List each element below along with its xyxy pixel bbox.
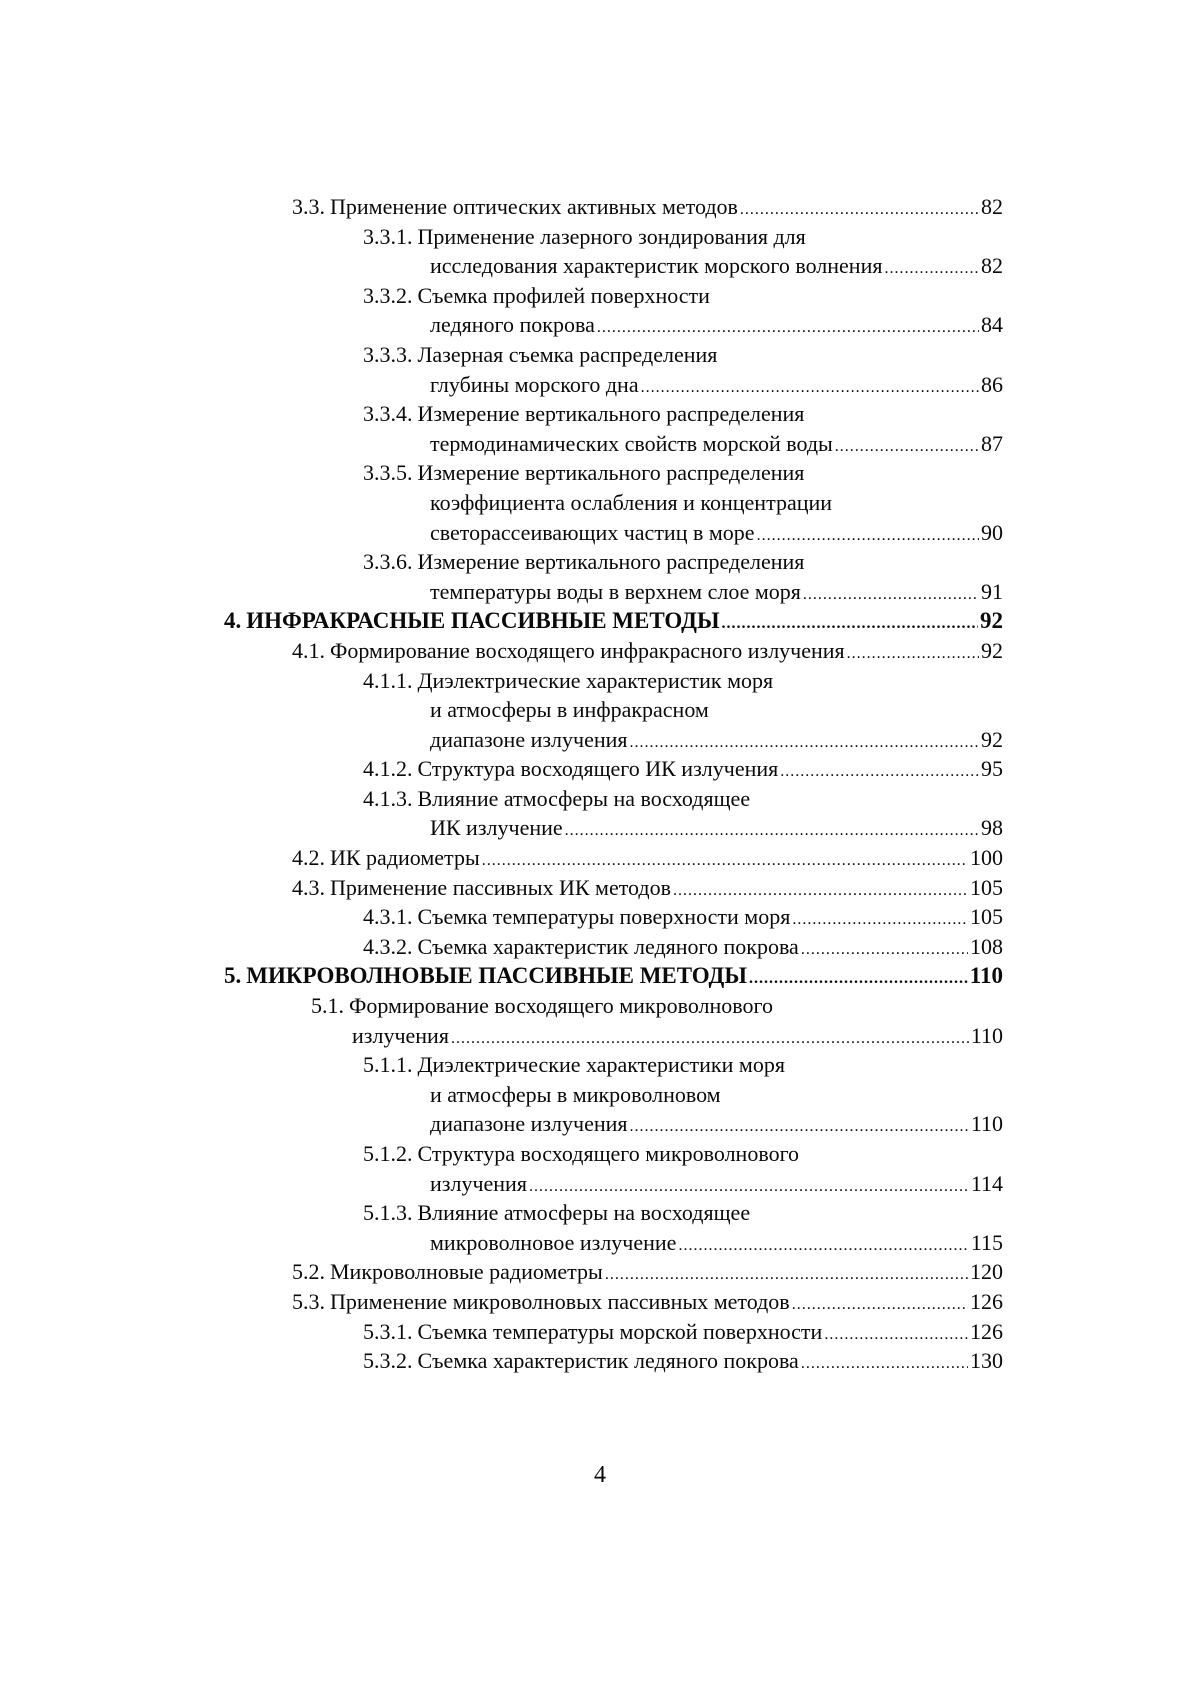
toc-dot-leader	[630, 1112, 969, 1142]
toc-subsection	[0, 340, 1200, 370]
toc-number: 3.3.5.	[363, 460, 413, 486]
toc-subsection	[0, 251, 1200, 281]
toc-line-content	[363, 1346, 1003, 1376]
toc-subsection	[0, 370, 1200, 400]
toc-title: Влияние атмосферы на восходящее	[417, 1200, 751, 1226]
toc-title: температуры воды в верхнем слое моря	[430, 578, 801, 604]
toc-dot-leader	[847, 639, 979, 669]
toc-subsection	[0, 281, 1200, 311]
toc-dot-leader	[565, 816, 979, 846]
toc-dot-leader	[678, 1231, 968, 1261]
toc-title: диапазоне излучения	[430, 1111, 628, 1137]
toc-subsection	[0, 1346, 1200, 1376]
toc-number: 4.3.1.	[363, 904, 413, 930]
toc-subsection	[0, 1169, 1200, 1199]
toc-title: Микроволновые радиометры	[330, 1259, 603, 1285]
toc-line-content	[224, 961, 1003, 991]
toc-title: излучения	[352, 1022, 449, 1048]
toc-number: 3.3.4.	[363, 401, 413, 427]
toc-title: ИК радиометры	[330, 845, 480, 871]
toc-line-content	[363, 399, 804, 429]
toc-title: глубины морского дна	[430, 371, 639, 397]
toc-dot-leader	[451, 1024, 969, 1054]
toc-section	[0, 1257, 1200, 1287]
toc-line-content	[363, 666, 773, 696]
toc-number: 3.3.6.	[363, 549, 413, 575]
toc-chapter	[0, 961, 1200, 991]
toc-subsection	[0, 784, 1200, 814]
toc-title: светорассеивающих частиц в море	[430, 519, 755, 545]
toc-line-content	[363, 281, 710, 311]
toc-dot-leader	[529, 1172, 969, 1202]
toc-number: 4.3.	[292, 874, 325, 900]
toc-page-number: 120	[970, 1259, 1003, 1285]
toc-line-content	[363, 1139, 799, 1169]
toc-title: Применение оптических активных методов	[330, 194, 738, 219]
toc-dot-leader	[835, 432, 979, 462]
toc-title: излучения	[430, 1170, 527, 1196]
toc-number: 4.1.3.	[363, 785, 413, 811]
toc-dot-leader	[824, 1320, 968, 1350]
toc-page-number: 110	[970, 1111, 1003, 1137]
toc-subsection	[0, 932, 1200, 962]
toc-number: 3.3.2.	[363, 282, 413, 308]
toc-title: Измерение вертикального распределения	[417, 401, 805, 427]
toc-dot-leader	[722, 609, 978, 639]
toc-line-content	[430, 577, 1003, 607]
toc-section	[0, 636, 1200, 666]
toc-dot-leader	[757, 521, 979, 551]
toc-subsection	[0, 1317, 1200, 1347]
toc-page-number: 87	[981, 430, 1003, 456]
toc-line-content	[292, 1287, 1003, 1317]
toc-subsection	[0, 222, 1200, 252]
toc-subsection	[0, 813, 1200, 843]
toc-dot-leader	[884, 254, 979, 284]
toc-line-content	[430, 725, 1003, 755]
toc-subsection	[0, 666, 1200, 696]
toc-number: 5.3.	[292, 1288, 325, 1314]
toc-section	[0, 192, 1200, 222]
toc-title: Съемка профилей поверхности	[417, 282, 710, 308]
toc-line-content	[430, 1228, 1003, 1258]
toc-title: Влияние атмосферы на восходящее	[417, 785, 751, 811]
toc-section	[0, 843, 1200, 873]
toc-title: и атмосферы в инфракрасном	[430, 697, 709, 723]
toc-subsection	[0, 429, 1200, 459]
toc-line-content	[430, 251, 1003, 281]
toc-number: 5.2.	[292, 1259, 325, 1285]
toc-page-number: 110	[969, 963, 1003, 989]
toc-line-content	[430, 310, 1003, 340]
toc-line-content	[430, 695, 709, 725]
toc-subsection	[0, 902, 1200, 932]
toc-title: исследования характеристик морского волнения	[430, 253, 883, 279]
toc-subsection	[0, 399, 1200, 429]
toc-page-number: 105	[970, 874, 1003, 900]
toc-title: коэффициента ослабления и концентрации	[430, 489, 833, 515]
toc-number: 3.3.3.	[363, 341, 413, 367]
toc-subsection	[0, 1080, 1200, 1110]
toc-page-number: 114	[970, 1170, 1003, 1196]
toc-number: 5.1.1.	[363, 1052, 413, 1078]
toc-page-number: 126	[970, 1288, 1003, 1314]
toc-title: МИКРОВОЛНОВЫЕ ПАССИВНЫЕ МЕТОДЫ	[246, 963, 747, 989]
toc-chapter	[0, 606, 1200, 636]
toc-dot-leader	[792, 905, 968, 935]
toc-number: 5.1.2.	[363, 1141, 413, 1166]
toc-subsection	[0, 1139, 1200, 1169]
toc-title: Применение лазерного зондирования для	[417, 223, 806, 249]
toc-title: Съемка характеристик ледяного покрова	[417, 933, 799, 959]
toc-section	[0, 991, 1200, 1021]
toc-line-content	[352, 1021, 1003, 1051]
toc-title: Измерение вертикального распределения	[417, 549, 805, 575]
toc-line-content	[430, 370, 1003, 400]
toc-title: Структура восходящего ИК излучения	[417, 756, 779, 782]
toc-page-number: 91	[981, 578, 1003, 604]
toc-title: ИК излучение	[430, 815, 563, 841]
toc-subsection	[0, 577, 1200, 607]
toc-line-content	[363, 1317, 1003, 1347]
toc-dot-leader	[482, 846, 968, 876]
toc-subsection	[0, 1228, 1200, 1258]
toc-line-content	[292, 1257, 1003, 1287]
toc-line-content	[363, 340, 717, 370]
toc-line-content	[363, 1050, 785, 1080]
toc-dot-leader	[597, 313, 979, 343]
toc-number: 4.1.	[292, 637, 325, 663]
toc-subsection	[0, 1198, 1200, 1228]
toc-number: 5.3.1.	[363, 1318, 413, 1344]
toc-title: Съемка температуры поверхности моря	[417, 904, 791, 930]
toc-line-content	[430, 518, 1003, 548]
toc-line-content	[430, 429, 1003, 459]
toc-page-number: 105	[970, 904, 1003, 930]
toc-line-content	[292, 636, 1003, 666]
toc-title: Измерение вертикального распределения	[417, 460, 805, 486]
toc-subsection	[0, 310, 1200, 340]
toc-dot-leader	[780, 757, 979, 787]
toc-dot-leader	[803, 580, 979, 610]
toc-line-content	[430, 488, 832, 518]
toc-page-number: 82	[981, 253, 1003, 279]
toc-number: 5.1.3.	[363, 1200, 413, 1226]
toc-dot-leader	[801, 1349, 968, 1379]
toc-subsection	[0, 1109, 1200, 1139]
toc-line-content	[430, 1169, 1003, 1199]
toc-line-content	[311, 991, 773, 1021]
toc-subsection	[0, 458, 1200, 488]
toc-number: 4.1.2.	[363, 756, 413, 782]
toc-number: 5.3.2.	[363, 1348, 413, 1374]
toc-subsection	[0, 547, 1200, 577]
page-number: 4	[594, 1462, 606, 1488]
toc-dot-leader	[673, 876, 968, 906]
toc-number: 4.	[224, 608, 242, 634]
toc-number: 5.	[224, 963, 242, 989]
toc-title: Съемка температуры морской поверхности	[417, 1318, 823, 1344]
toc-title: ледяного покрова	[430, 312, 595, 338]
toc-line-content	[363, 547, 804, 577]
toc-line-content	[224, 606, 1003, 636]
toc-number: 3.3.1.	[363, 223, 413, 249]
toc-dot-leader	[792, 1290, 968, 1320]
toc-page-number: 90	[981, 519, 1003, 545]
toc-line-content	[363, 1198, 750, 1228]
toc-title: диапазоне излучения	[430, 726, 628, 752]
toc-page-number: 92	[981, 726, 1003, 752]
toc-title: Диэлектрические характеристик моря	[417, 667, 774, 693]
toc-title: микроволновое излучение	[430, 1229, 677, 1255]
toc-page-number: 84	[981, 312, 1003, 338]
toc-page-number: 82	[981, 194, 1003, 219]
toc-title: Диэлектрические характеристики моря	[417, 1052, 785, 1078]
toc-dot-leader	[801, 935, 968, 965]
toc-line-content	[363, 784, 750, 814]
toc-title: Формирование восходящего инфракрасного излучения	[330, 637, 845, 663]
toc-line-content	[430, 1109, 1003, 1139]
toc-page-number: 92	[981, 637, 1003, 663]
toc-title: термодинамических свойств морской воды	[430, 430, 833, 456]
toc-line-content	[363, 458, 804, 488]
toc-line-content	[363, 222, 806, 252]
toc-title: Лазерная съемка распределения	[417, 341, 718, 367]
toc-page-number: 130	[970, 1348, 1003, 1374]
toc-subsection	[0, 754, 1200, 784]
toc-dot-leader	[749, 964, 968, 994]
toc-subsection	[0, 725, 1200, 755]
toc-line-content	[292, 192, 1003, 222]
toc-number: 4.1.1.	[363, 667, 413, 693]
toc-page-number: 86	[981, 371, 1003, 397]
toc-subsection	[0, 1050, 1200, 1080]
toc-line-content	[363, 932, 1003, 962]
toc-title: Применение пассивных ИК методов	[330, 874, 671, 900]
toc-line-content	[292, 843, 1003, 873]
toc-dot-leader	[740, 195, 979, 225]
toc-line-content	[292, 873, 1003, 903]
toc-line-content	[363, 754, 1003, 784]
toc-number: 5.1.	[311, 993, 344, 1019]
toc-page-number: 108	[970, 933, 1003, 959]
toc-title: Применение микроволновых пассивных методов	[330, 1288, 790, 1314]
toc-page-number: 92	[980, 608, 1003, 634]
toc-page-number: 98	[981, 815, 1003, 841]
toc-page-number: 95	[981, 756, 1003, 782]
toc-dot-leader	[605, 1260, 968, 1290]
toc-dot-leader	[630, 728, 979, 758]
toc-page-number: 126	[970, 1318, 1003, 1344]
toc-title: Съемка характеристик ледяного покрова	[417, 1348, 799, 1374]
toc-subsection	[0, 488, 1200, 518]
toc-number: 3.3.	[292, 194, 325, 219]
toc-section	[0, 1021, 1200, 1051]
toc-title: Формирование восходящего микроволнового	[349, 993, 773, 1019]
toc-number: 4.2.	[292, 845, 325, 871]
toc-page-number: 100	[970, 845, 1003, 871]
toc-title: ИНФРАКРАСНЫЕ ПАССИВНЫЕ МЕТОДЫ	[246, 608, 720, 634]
toc-number: 4.3.2.	[363, 933, 413, 959]
toc-section	[0, 873, 1200, 903]
toc-subsection	[0, 695, 1200, 725]
toc-title: Структура восходящего микроволнового	[417, 1141, 800, 1166]
toc-line-content	[430, 813, 1003, 843]
toc-subsection	[0, 518, 1200, 548]
toc-title: и атмосферы в микроволновом	[430, 1081, 721, 1107]
table-of-contents	[0, 192, 1200, 1376]
toc-page-number: 110	[970, 1022, 1003, 1048]
toc-line-content	[430, 1080, 721, 1110]
toc-page-number: 115	[970, 1229, 1003, 1255]
toc-section	[0, 1287, 1200, 1317]
toc-line-content	[363, 902, 1003, 932]
toc-dot-leader	[641, 373, 979, 403]
